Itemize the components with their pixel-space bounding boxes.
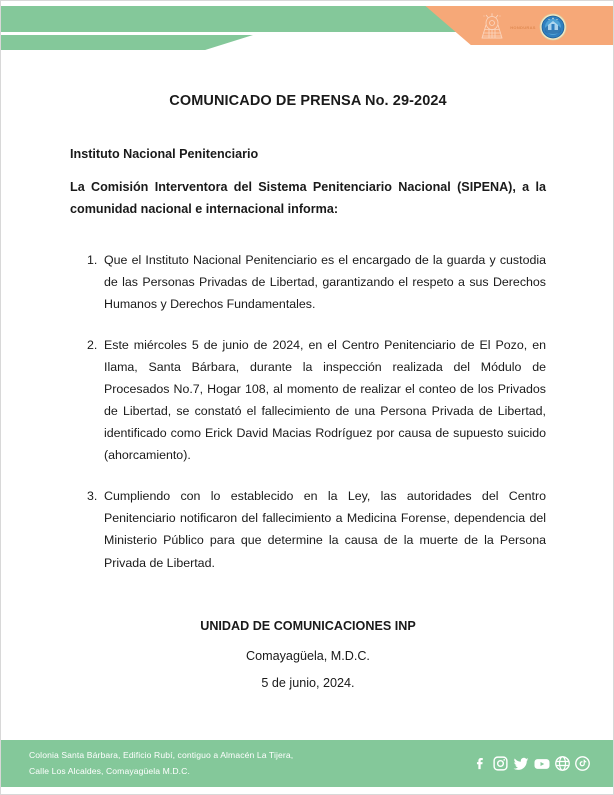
list-item-number: 1.: [87, 252, 98, 267]
signature-block: [1, 619, 614, 690]
page-title: COMUNICADO DE PRENSA No. 29-2024: [169, 93, 447, 109]
list-item-text: Este miércoles 5 de junio de 2024, en el Centro Penitenciario de El Pozo, en Ilama, Santa Bárbara, durante la inspección realizada del Módulo de Procesados No.7, Hogar 108, al momento de realizar el conteo de los Privados de Libertad, se constató el fallecimiento de una Persona Privada de Libertad, identificado como Erick David Macias Rodríguez por causa de supuesto suicido (ahorcamiento).: [104, 337, 546, 463]
youtube-icon[interactable]: [533, 755, 551, 773]
header-green-band-bottom: [1, 35, 253, 50]
footer-address: [29, 748, 293, 780]
list-item-number: 2.: [87, 337, 98, 352]
emblem-country-label: HONDURAS: [510, 25, 536, 30]
list-item: [70, 485, 546, 573]
tiktok-icon[interactable]: [574, 755, 591, 772]
institution-name: Instituto Nacional Penitenciario: [70, 147, 259, 161]
list-item-text: Cumpliendo con lo establecido en la Ley, las autoridades del Centro Penitenciario notificaron del fallecimiento a Medicina Forense, dependencia del Ministerio Público para que determine la causa de la muerte de la Persona Privada de Libertad.: [104, 489, 546, 570]
list-item-text: Que el Instituto Nacional Penitenciario es el encargado de la guarda y custodia de las Personas Privadas de Libertad, garantizando el respeto a sus Derechos Humanos y Derechos Fundamentales.: [104, 252, 546, 311]
numbered-statement-list: [70, 249, 546, 574]
signature-unit: UNIDAD DE COMUNICACIONES INP: [200, 619, 416, 633]
list-item-number: 3.: [87, 489, 98, 504]
instagram-icon[interactable]: [492, 755, 509, 772]
coat-of-arms-honduras-icon: [479, 13, 505, 41]
page-header: [1, 1, 614, 57]
lead-paragraph: La Comisión Interventora del Sistema Penitenciario Nacional (SIPENA), a la comunidad nacional e internacional informa:: [70, 180, 546, 216]
inp-seal-icon: [539, 13, 567, 41]
website-globe-icon[interactable]: [554, 755, 571, 772]
footer-address-line-1: Colonia Santa Bárbara, Edificio Rubí, contiguo a Almacén La Tijera,: [29, 749, 294, 760]
footer-address-line-2: Calle Los Alcaldes, Comayagüela M.D.C.: [29, 765, 190, 776]
list-item: [70, 334, 546, 466]
signature-date: 5 de junio, 2024.: [261, 676, 355, 690]
page-footer: [1, 740, 614, 787]
signature-city: Comayagüela, M.D.C.: [246, 649, 370, 663]
facebook-icon[interactable]: [472, 755, 489, 772]
list-item: [70, 249, 546, 315]
social-links: [472, 755, 591, 773]
document-body: [70, 145, 546, 574]
twitter-icon[interactable]: [512, 755, 530, 773]
